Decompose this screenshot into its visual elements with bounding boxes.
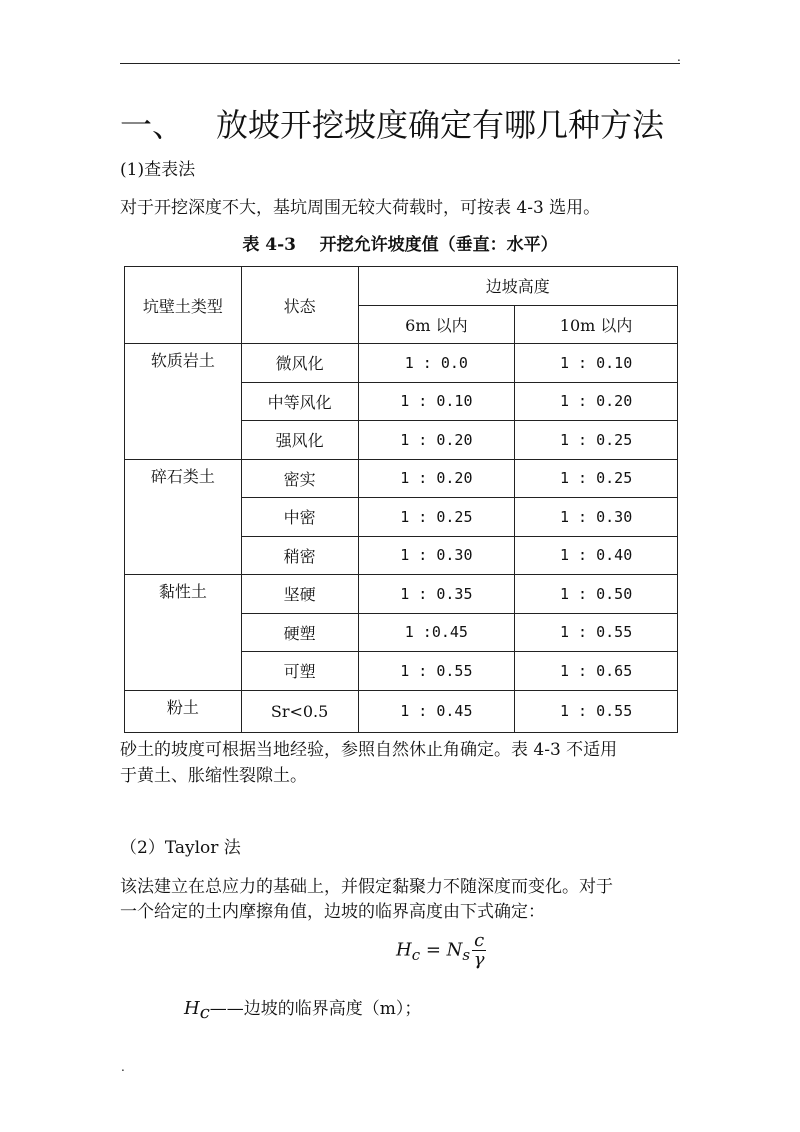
slope-10m-cell: 1 : 0.40 bbox=[515, 536, 678, 575]
formula-denominator: γ bbox=[473, 949, 485, 970]
state-cell: 稍密 bbox=[241, 536, 358, 575]
soil-type-cell: 粉土 bbox=[125, 690, 242, 733]
method2-title: （2）Taylor 法 bbox=[120, 838, 241, 858]
state-cell: 中等风化 bbox=[241, 382, 358, 421]
formula-fraction bbox=[472, 932, 486, 969]
bottom-page-marker: . bbox=[121, 1060, 125, 1074]
slope-10m-cell: 1 : 0.50 bbox=[515, 575, 678, 614]
header-within-10m: 10m 以内 bbox=[515, 305, 678, 344]
note-line-2: 于黄土、胀缩性裂隙土。 bbox=[120, 766, 307, 786]
soil-type-cell: 碎石类土 bbox=[125, 459, 242, 575]
state-cell: 中密 bbox=[241, 498, 358, 537]
slope-10m-cell: 1 : 0.10 bbox=[515, 344, 678, 383]
header-slope-height: 边坡高度 bbox=[358, 267, 678, 306]
table-row bbox=[125, 690, 678, 733]
state-cell: 微风化 bbox=[241, 344, 358, 383]
hc-definition bbox=[184, 994, 421, 1023]
slope-6m-cell: 1 : 0.55 bbox=[358, 652, 515, 691]
slope-10m-cell: 1 : 0.30 bbox=[515, 498, 678, 537]
method1-title: (1)查表法 bbox=[120, 160, 196, 180]
formula-coef-sub: s bbox=[462, 946, 471, 965]
method2-line-2: 一个给定的土内摩擦角值，边坡的临界高度由下式确定： bbox=[120, 902, 545, 922]
top-page-marker: . bbox=[677, 50, 681, 64]
slope-10m-cell: 1 : 0.25 bbox=[515, 421, 678, 460]
slope-6m-cell: 1 : 0.20 bbox=[358, 421, 515, 460]
header-within-6m: 6m 以内 bbox=[358, 305, 515, 344]
slope-10m-cell: 1 : 0.25 bbox=[515, 459, 678, 498]
slope-6m-cell: 1 : 0.45 bbox=[358, 690, 515, 733]
formula-coef: N bbox=[446, 939, 463, 961]
state-cell: 硬塑 bbox=[241, 613, 358, 652]
slope-6m-cell: 1 : 0.30 bbox=[358, 536, 515, 575]
slope-6m-cell: 1 :0.45 bbox=[358, 613, 515, 652]
state-cell: 可塑 bbox=[241, 652, 358, 691]
soil-type-cell: 黏性土 bbox=[125, 575, 242, 691]
slope-6m-cell: 1 : 0.20 bbox=[358, 459, 515, 498]
table-row bbox=[125, 459, 678, 498]
state-cell: 密实 bbox=[241, 459, 358, 498]
table-header-row bbox=[125, 267, 678, 306]
table-row bbox=[125, 344, 678, 383]
heading-number: 一、 bbox=[120, 106, 185, 144]
slope-6m-cell: 1 : 0.0 bbox=[358, 344, 515, 383]
heading-title: 放坡开挖坡度确定有哪几种方法 bbox=[216, 106, 665, 144]
header-rule bbox=[120, 63, 680, 64]
state-cell: 强风化 bbox=[241, 421, 358, 460]
soil-type-cell: 软质岩土 bbox=[125, 344, 242, 460]
state-cell: Sr<0.5 bbox=[241, 690, 358, 733]
header-soil-type: 坑壁土类型 bbox=[125, 267, 242, 344]
hc-symbol-sub: c bbox=[199, 1002, 210, 1024]
section-heading bbox=[120, 100, 664, 146]
method2-line-1: 该法建立在总应力的基础上，并假定黏聚力不随深度而变化。对于 bbox=[120, 877, 613, 897]
header-state: 状态 bbox=[241, 267, 358, 344]
slope-10m-cell: 1 : 0.65 bbox=[515, 652, 678, 691]
table-row bbox=[125, 575, 678, 614]
slope-6m-cell: 1 : 0.35 bbox=[358, 575, 515, 614]
state-cell: 坚硬 bbox=[241, 575, 358, 614]
formula-equals: = bbox=[425, 939, 441, 961]
formula-lhs-sub: c bbox=[411, 946, 421, 965]
slope-6m-cell: 1 : 0.10 bbox=[358, 382, 515, 421]
slope-table bbox=[124, 266, 678, 733]
slope-10m-cell: 1 : 0.20 bbox=[515, 382, 678, 421]
formula-lhs: H bbox=[396, 939, 412, 961]
formula-numerator: c bbox=[474, 930, 485, 951]
method1-intro: 对于开挖深度不大，基坑周围无较大荷载时，可按表 4-3 选用。 bbox=[120, 198, 601, 218]
note-line-1: 砂土的坡度可根据当地经验，参照自然休止角确定。表 4-3 不适用 bbox=[120, 740, 618, 760]
slope-10m-cell: 1 : 0.55 bbox=[515, 613, 678, 652]
critical-height-formula bbox=[396, 932, 486, 969]
slope-10m-cell: 1 : 0.55 bbox=[515, 690, 678, 733]
hc-symbol: H bbox=[184, 998, 200, 1019]
table-caption: 表 4-3 开挖允许坡度值（垂直：水平） bbox=[242, 235, 558, 255]
hc-definition-text: ——边坡的临界高度（m）； bbox=[209, 999, 422, 1019]
slope-6m-cell: 1 : 0.25 bbox=[358, 498, 515, 537]
